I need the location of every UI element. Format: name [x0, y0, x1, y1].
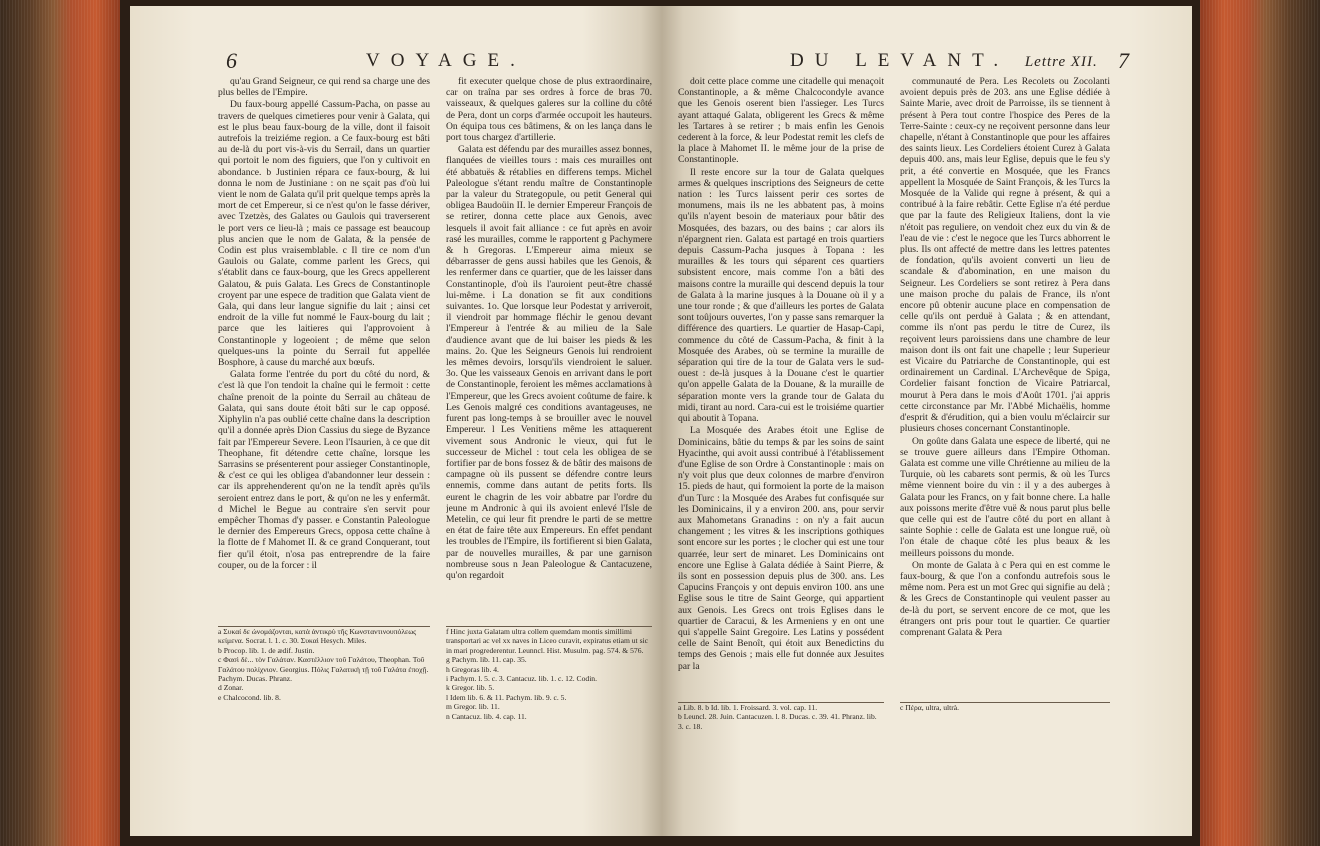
footnote: a Lib. 8. b Id. lib. 1. Froissard. 3. vol. cap. 11.	[678, 703, 818, 712]
right-column-2	[900, 76, 1110, 698]
running-head-title: DU LEVANT.	[790, 50, 1010, 71]
footnotes-right-col1	[678, 702, 884, 752]
footnote: m Gregor. lib. 11.	[446, 702, 500, 712]
footnote: i Pachym. l. 5. c. 3. Cantacuz. lib. 1. c. 12. Codin.	[446, 674, 598, 684]
footnote: d Zonar.	[218, 683, 244, 693]
footnote: a Συκαί δε ὠνομάζονται, κατὰ ἀντικρὺ τῆς Κωνσταντινουπόλεως κείμενα. Socrat. l. 1. c. 30. Συκαὶ Hesych. Miles.	[218, 627, 417, 646]
footnote: c Φασὶ δὲ... τὸν Γαλάταν. Καστέλλιον τοῦ Γαλάτου, Theophan. Τοῦ Γαλάτου πολίχνιον. Georgius. Πόλις Γαλατικὴ τῇ τοῦ Γαλάτα ἐποχῇ. Pachym. Ducas. Phranz.	[218, 655, 429, 684]
book-fore-edge-left	[0, 0, 120, 846]
paragraph: Galata est défendu par des murailles assez bonnes, flanquées de vieilles tours : mais ces murailles ont été abbatuës & rétablies en differens temps. Michel Paleologue s'étant rendu maître de Constantinople par la valeur du Strategopule, ou petit General qui obligea Baudoüin II. le dernier Empereur François de se retirer, donna cette place aux Genois, avec lesquels il avoit fait alliance : ce fut après en avoir rasé les murailles, comme le rapportent g Pachymere & h Gregoras. L'Empereur aima mieux se débarrasser de gens aussi habiles que les Genois, & les renfermer dans ce quartier, que de les laisser dans Constantinople, d'où ils l'auroient peut-être chassé lui-même. i La donation se fit aux conditions suivantes. 1o. Que lorsque leur Podestat y arriveroit, il viendroit par hommage fléchir le genou devant l'Empereur à l'entrée & au milieu de la Sale d'audience avant que de lui baiser les pieds & les mains. 2o. Que les Seigneurs Genois lui rendroient les mêmes devoirs, lorsqu'ils viendroient le saluer. 3o. Que les vaisseaux Genois en arrivant dans le port de Constantinople, feroient les mêmes acclamations à l'Empereur, que les Grecs avoient coûtume de faire. k Les Genois malgré ces conditions avantageuses, ne furent pas long-temps à se brouiller avec le nouvel Empereur. l Les Venitiens même les attaquerent vivement sous Andronic le vieux, qui fut le successeur de Michel : tout cela les obligea de se fortifier par de bons fossez & de bâtir des maisons de campagne où ils pussent se défendre contre leurs ennemis, comme dans autant de petits forts. Ils eurent le chagrin de les voir abbatre par l'ordre du jeune m Andronic à qui ils avoient enlevé l'Isle de Metelin, ce qui leur fit prendre le parti de se mettre en état de faire tête aux Empereurs. En effet pendant les troubles de l'Empire, ils fortifierent si bien Galata, par de nouvelles murailles, & par une garnison nombreuse sous n Jean Paleologue & Cantacuzene, qu'on regardoit	[446, 144, 652, 581]
paragraph: fit executer quelque chose de plus extraordinaire, car on traîna par ses ordres à force de bras 70. vaisseaux, & quelques galeres sur la colline du côté de Pera, dont un corps d'armée occupoit les hauteurs. On équipa tous ces bâtimens, & on les lança dans le port tous chargez d'artillerie.	[446, 76, 652, 144]
footnote: k Gregor. lib. 5.	[446, 683, 495, 693]
left-column-2	[446, 76, 652, 622]
footnote: c Πέρα, ultra, ultrà.	[900, 703, 960, 712]
left-column-1	[218, 76, 430, 622]
footnote: e Chalcocond. lib. 8.	[218, 692, 281, 702]
right-column-1	[678, 76, 884, 698]
footnote: g Pachym. lib. 11. cap. 35.	[446, 655, 527, 665]
footnotes-right-col2	[900, 702, 1110, 752]
paragraph: Galata forme l'entrée du port du côté du nord, & c'est là que l'on tendoit la chaîne qui le fermoit : cette chaîne prenoit de la pointe du Serrail au château de Galata, qui sans doute étoit bâti sur le cap opposé. Xiphylin n'a pas oublié cette chaîne dans la description qu'il a donnée après Dion Cassius du siege de Byzance fait par l'Empereur Severe. Leon l'Isaurien, à ce que dit Theophane, fit détendre cette chaîne, lorsque les Sarrasins se présenterent pour assieger Constantinople, & c'est ce qui les obligea d'abandonner leur dessein : car ils apprehenderent qu'on ne la tendît après qu'ils seroient entrez dans le port, & qu'on ne les y enfermât. d Michel le Begue au contraire s'en servit pour empêcher Thomas d'y passer. e Constantin Paleologue le dernier des Empereurs Grecs, opposa cette chaîne à la flotte de f Mahomet II. & ce grand Conquerant, tout fier qu'il étoit, n'osa pas entreprendre de la faire couper, ou de la forcer : il	[218, 369, 430, 571]
paragraph: qu'au Grand Seigneur, ce qui rend sa charge une des plus belles de l'Empire.	[218, 76, 430, 99]
letter-number: Lettre XII.	[1024, 54, 1098, 70]
paragraph: Du faux-bourg appellé Cassum-Pacha, on passe au travers de quelques cimetieres pour venir à Galata, qui est le plus beau faux-bourg de la ville, dont il faisoit autrefois la treiziéme region. a Ce faux-bourg est bâti au de-là du port vis-à-vis du Serrail, dans un quartier qui portoit le nom des figuiers, que l'on y cultivoit en abondance. b Justinien répara ce faux-bourg, & lui donna le nom de Justiniane : on ne sçait pas d'où lui vient le nom de Galata qu'il prit quelque temps après la mort de cet Empereur, si ce n'est qu'on le fasse dériver, avec Tzetzès, des Galates ou Gaulois qui traverserent le port vers ce lieu-là ; mais ce passage est beaucoup plus ancien que le nom de Galata, & la pensée de Codin est plus vraisemblable. c Il tire ce nom d'un Gaulois ou Galate, comme parlent les Grecs, qui s'établit dans ce faux-bourg, que les Grecs appellerent Galatou, & puis Galata. Les Grecs de Constantinople croyent par une espece de tradition que Galata vient de Gala, qui dans leur langue signifie du lait ; ainsi cet endroit de la ville fut nommé le Faux-bourg du lait ; parce que les laitieres qui l'approvoient à Constantinople y logeoient ; de même que selon quelques-uns la pointe du Serrail fut appellée Bosphore, à cause du marché aux bœufs.	[218, 99, 430, 369]
footnotes-left-col2	[446, 626, 652, 736]
page-number-left: 6	[226, 48, 237, 73]
paragraph: La Mosquée des Arabes étoit une Eglise de Dominicains, bâtie du temps & par les soins de saint Hyacinthe, qui avoit aussi contribué à l'établissement d'une Eglise de son Ordre à Constantinople : mais on n'y voit plus que deux colonnes de marbre d'environ 15. pieds de haut, qui formoient la porte de la maison d'un Turc : la Mosquée des Arabes fut confisquée sur les Dominicains, il y a environ 200. ans, pour servir aux Mahometans Granadins : on n'y a fait aucun changement ; les vitres & les inscriptions gothiques sont encore sur les portes ; le clocher qui est une tour quarrée, leur sert de minaret. Les Dominicains ont encore une Eglise à Galata dédiée à Saint Pierre, & ils sont en possession depuis plus de 300. ans. Les Capucins François y ont depuis environ 100. ans une Eglise sous le titre de Saint George, qui appartient aux Genois. Les Grecs ont trois Eglises dans le quartier de Caracui, & les Armeniens y en ont une qui s'appelle Saint Gregoire. Les Latins y possédent celle de Saint Benoît, qui étoit aux Benedictins du temps des Genois ; mais elle fut donnée aux Jesuites par la	[678, 425, 884, 672]
paragraph: doit cette place comme une citadelle qui menaçoit Constantinople, a & même Chalcocondyle avance que les Genois oserent bien l'assieger. Les Turcs ayant attaqué Galata, obligerent les Grecs & même les Tartares à se retirer ; b mais enfin les Genois cederent à la force, & leur Podestat remit les clefs de la place à Mahomet II. le même jour de la prise de Constantinople.	[678, 76, 884, 166]
left-page	[130, 6, 662, 836]
running-head-left: VOYAGE.	[366, 50, 526, 71]
footnote: n Cantacuz. lib. 4. cap. 11.	[446, 711, 527, 721]
footnote: l Idem lib. 6. & 11. Pachym. lib. 9. c. 5.	[446, 692, 567, 702]
footnote: h Gregoras lib. 4.	[446, 664, 499, 674]
footnote: b Procop. lib. 1. de ædif. Justin.	[218, 645, 315, 655]
footnotes-left-col1	[218, 626, 430, 736]
paragraph: Il reste encore sur la tour de Galata quelques armes & quelques inscriptions des Seigneurs de cette nation : les Turcs laissent perir ces sortes de monumens, mais ils ne les abbatent pas, à moins qu'ils n'ayent besoin de materiaux pour bâtir des Mosquées, des bazars, ou des bains ; car alors ils n'épargnent rien. Galata est partagé en trois quartiers depuis Cassum-Pacha jusques à Topana : les murailles & les tours qui séparent ces quartiers subsistent encore, mais comme l'on a bâti des maisons contre la muraille qui descend depuis la tour de Galata à la marine jusques à la Douane où il y a une tour ronde ; & que d'ailleurs les portes de Galata sont toûjours ouvertes, l'on y passe sans remarquer la différence des quartiers. Le quartier de Hasap-Capi, commence du côté de Cassum-Pacha, & finit à la Mosquée des Arabes, où se termine la muraille de séparation qui tire de la tour de Galata vers le sud-ouest : de-là jusques à la Douane c'est le quartier qu'on appelle Galata de la Douane, & la muraille de séparation monte vers la grande tour de Galata du midi, tirant au nord. Cara-cui est le troisiéme quartier qui aboutit à Topana.	[678, 166, 884, 425]
footnote: b Leuncl. 28. Juin. Cantacuzen. l. 8. Ducas. c. 39. 41. Phranz. lib. 3. c. 18.	[678, 712, 877, 731]
running-head-right	[790, 50, 1098, 72]
paragraph: communauté de Pera. Les Recolets ou Zocolanti avoient depuis près de 203. ans une Eglise dédiée à Sainte Marie, avec droit de Parroisse, ils se tiennent à présent à Pera tout contre l'hospice des Peres de la Terre-Sainte : ceux-cy ne reçoivent personne dans leur chapelle, n'étant à Constantinople que pour les affaires des saints lieux. Les Cordeliers étoient Curez à Galata depuis 400. ans, mais leur Eglise, depuis que le feu s'y prit, a été convertie en Mosquée, que les Francs appellent la Mosquée de Saint François, & les Turcs la Mosquée de la Valide qui regne à présent, & qui a contribué à la faire rebâtir. Cette Eglise n'a été perdue que par la faute des Religieux Italiens, dont la vie n'étoit pas reguliere, on vendoit chez eux du vin & de l'eau de vie : c'est le negoce que les Turcs abhorrent le plus. Ils ont affecté de mettre dans les lettres patentes de fondation, qu'ils avoient converti un lieu de scandale & d'abomination, en une maison du Seigneur. Les Cordeliers se sont retirez à Pera dans une maison proche du palais de France, ils n'ont encore pû obtenir aucune place en compensation de celle qu'ils ont perduë à Galata ; & en attendant, comme ils n'ont pas perdu le titre de Curez, ils reçoivent leurs paroissiens dans une chambre de leur maison dont ils ont fait une chapelle ; leur Superieur est Vicaire du Patriarche de Constantinople, qui est ordinairement un Cardinal. L'Archevêque de Spiga, Cordelier faisant fonction de Vicaire Patriarcal, mourut à Pera dans le mois d'Août 1701. j'ai appris cette circonstance par Mr. l'Abbé Michaëlis, homme d'esprit & d'érudition, qui a bien voulu m'éclaircir sur plusieurs choses concernant Constantinople.	[900, 76, 1110, 435]
page-number-right: 7	[1118, 48, 1129, 73]
paragraph: On goûte dans Galata une espece de liberté, qui ne se trouve guere ailleurs dans l'Empire Othoman. Galata est comme une ville Chrétienne au milieu de la Turquie, où les cabarets sont permis, & où les Turcs même viennent boire du vin : il y a des auberges à Galata pour les Francs, on y fait bonne chere. La halle aux poissons merite d'être vuë & nous parut plus belle que celle qui est de l'autre côté du port en allant à sainte Sophie : celle de Galata est une longue ruë, où l'on étale de chaque côté les plus beaux & les meilleurs poissons du monde.	[900, 435, 1110, 559]
footnote: f Hinc juxta Galatam ultra collem quemdam montis simillimi transportari ac vel xx naves in Liceo curavit, expiratus etiam ut sic in mari progrederentur. Leunncl. Hist. Musulm. pag. 574. & 576.	[446, 627, 649, 655]
book-fore-edge-right	[1200, 0, 1320, 846]
paragraph: On monte de Galata à c Pera qui en est comme le faux-bourg, & que l'on a confondu autrefois sous le même nom. Pera est un mot Grec qui signifie au delà ; & les Grecs de Constantinople qui veulent passer au de-là du port, se servent encore de ce mot, que les étrangers ont pris pour tout le quartier. Ce quartier comprenant Galata & Pera	[900, 559, 1110, 638]
right-page	[662, 6, 1192, 836]
